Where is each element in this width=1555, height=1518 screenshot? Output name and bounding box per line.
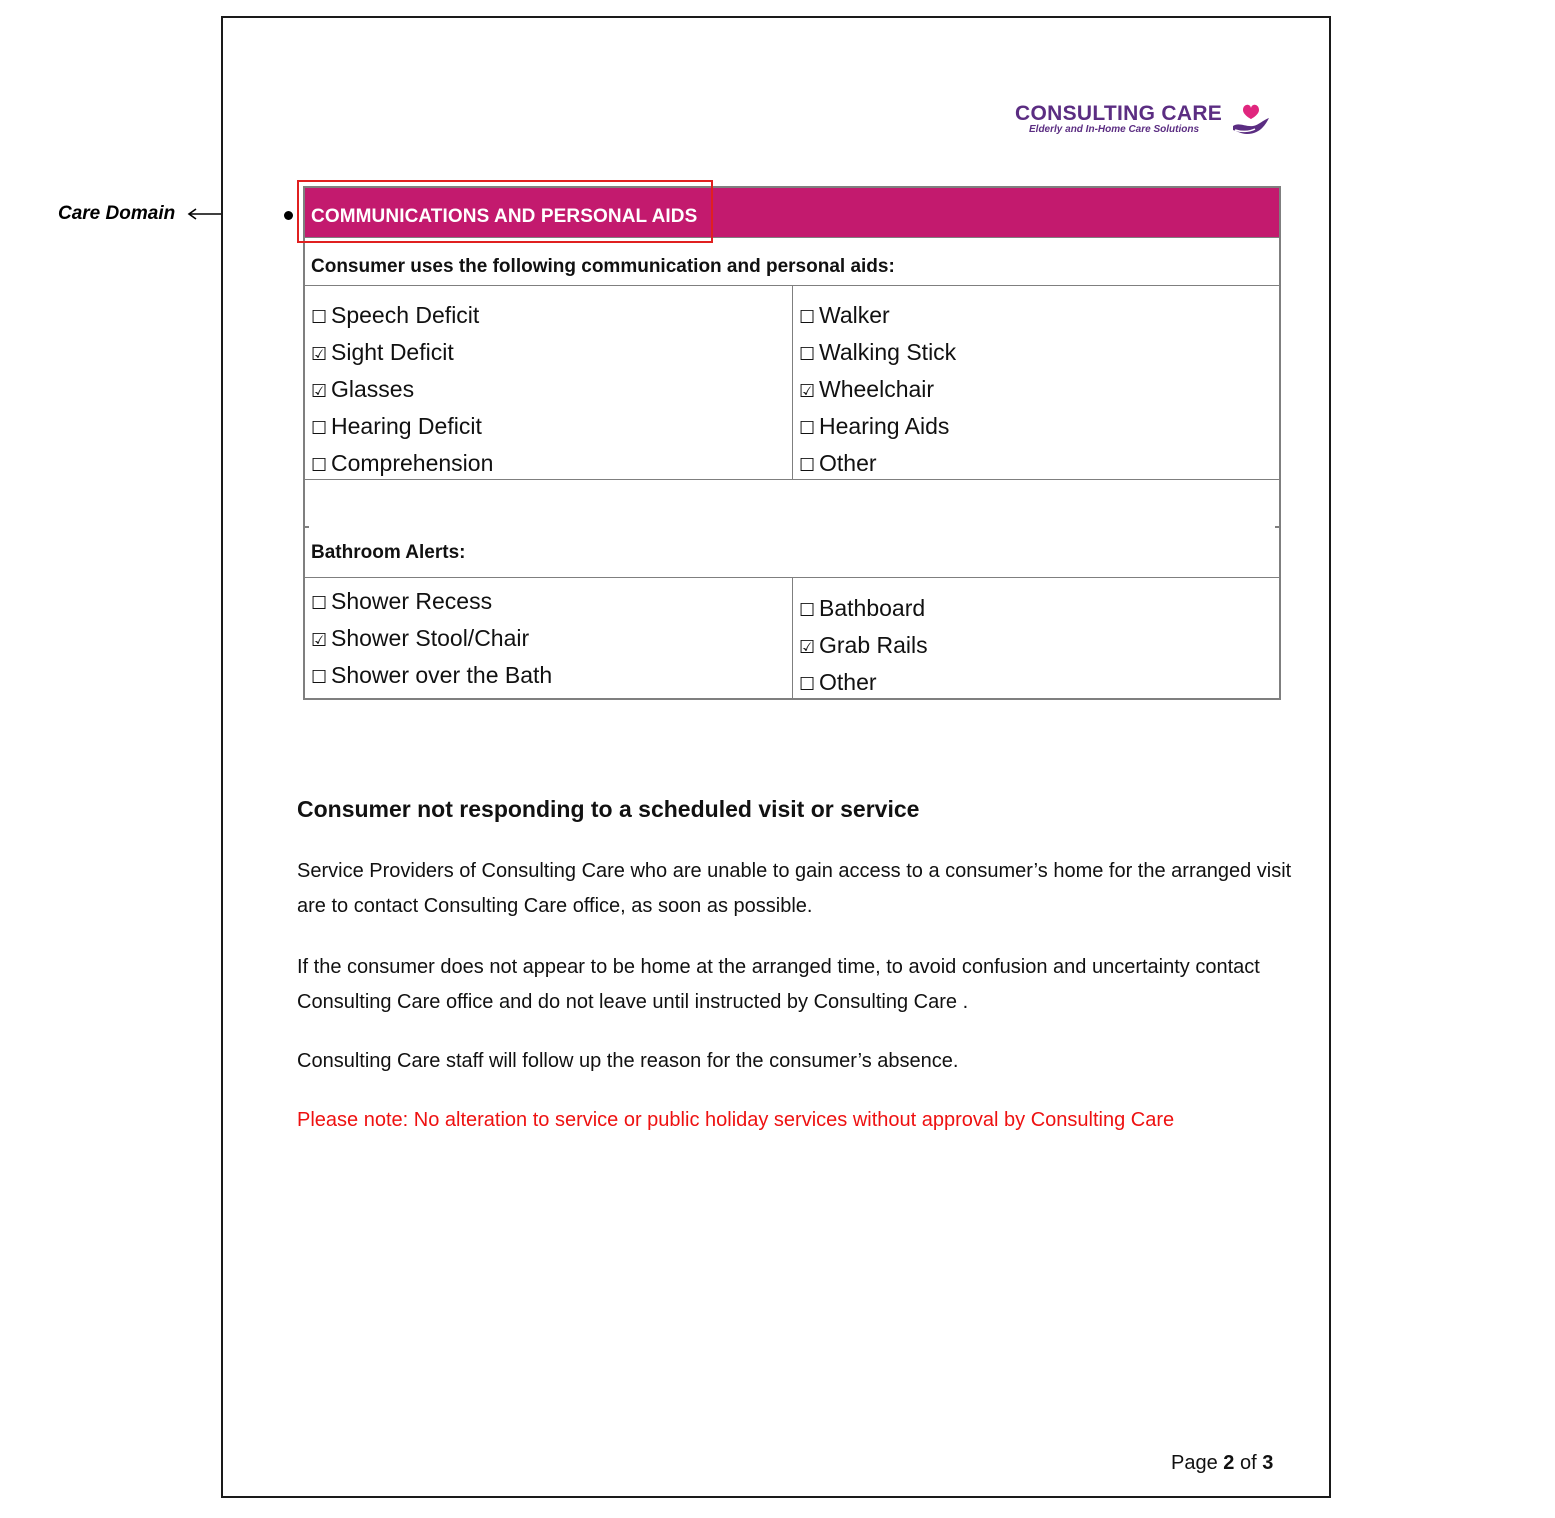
page-total: 3 bbox=[1262, 1452, 1274, 1474]
checkbox-label: Walking Stick bbox=[819, 339, 957, 365]
checkbox-label: Other bbox=[819, 450, 877, 476]
aids-right-column bbox=[792, 286, 1279, 479]
care-domain-highlight bbox=[297, 180, 713, 243]
document-page bbox=[221, 16, 1331, 1498]
company-logo bbox=[1015, 100, 1275, 140]
section-subheader: Consumer uses the following communication and personal aids: bbox=[311, 256, 895, 277]
unchecked-box-icon[interactable]: ☐ bbox=[311, 667, 328, 688]
bath-right-column bbox=[792, 578, 1279, 698]
checkbox-label: Walker bbox=[819, 302, 890, 328]
checkbox-label: Wheelchair bbox=[819, 376, 935, 402]
checkbox-label: Comprehension bbox=[331, 450, 494, 476]
checked-box-icon[interactable]: ☑ bbox=[799, 381, 816, 402]
paragraph-access: Service Providers of Consulting Care who are unable to gain access to a consumer’s home for the arranged visit are to contact Consulting Care office, as soon as possible. bbox=[297, 860, 1292, 917]
checkbox-option[interactable] bbox=[311, 658, 792, 695]
page-prefix: Page bbox=[1171, 1452, 1218, 1474]
section-title: Consumer not responding to a scheduled visit or service bbox=[297, 796, 920, 822]
checkbox-label: Grab Rails bbox=[819, 632, 928, 658]
bath-options-row bbox=[305, 578, 1279, 698]
unchecked-box-icon[interactable]: ☐ bbox=[311, 455, 328, 476]
checkbox-label: Hearing Deficit bbox=[331, 413, 482, 439]
aids-options-row bbox=[305, 286, 1279, 480]
checkbox-option[interactable] bbox=[311, 621, 792, 658]
unchecked-box-icon[interactable]: ☐ bbox=[799, 418, 816, 439]
checkbox-option[interactable] bbox=[311, 298, 792, 335]
checkbox-label: Shower over the Bath bbox=[331, 662, 553, 688]
checkbox-label: Shower Stool/Chair bbox=[331, 625, 530, 651]
logo-subtitle: Elderly and In-Home Care Solutions bbox=[1029, 124, 1200, 135]
bathroom-alerts-label: Bathroom Alerts: bbox=[311, 542, 466, 563]
checkbox-option[interactable] bbox=[799, 298, 1279, 335]
checkbox-label: Shower Recess bbox=[331, 588, 493, 614]
unchecked-box-icon[interactable]: ☐ bbox=[799, 307, 816, 328]
checkbox-option[interactable] bbox=[311, 335, 792, 372]
checkbox-label: Sight Deficit bbox=[331, 339, 454, 365]
checkbox-label: Other bbox=[819, 669, 877, 695]
checkbox-label: Glasses bbox=[331, 376, 415, 402]
checkbox-option[interactable] bbox=[799, 665, 1279, 702]
bath-left-column bbox=[305, 578, 792, 698]
checkbox-option[interactable] bbox=[799, 446, 1279, 483]
checkbox-option[interactable] bbox=[799, 591, 1279, 628]
checked-box-icon[interactable]: ☑ bbox=[311, 630, 328, 651]
page-current: 2 bbox=[1223, 1452, 1235, 1474]
annotation-label: Care Domain bbox=[58, 203, 176, 224]
unchecked-box-icon[interactable]: ☐ bbox=[799, 455, 816, 476]
logo-title: CONSULTING CARE bbox=[1015, 102, 1223, 125]
checkbox-label: Bathboard bbox=[819, 595, 926, 621]
unchecked-box-icon[interactable]: ☐ bbox=[311, 307, 328, 328]
checkbox-option[interactable] bbox=[799, 335, 1279, 372]
checkbox-option[interactable] bbox=[799, 409, 1279, 446]
unchecked-box-icon[interactable]: ☐ bbox=[799, 674, 816, 695]
page-of: of bbox=[1239, 1452, 1257, 1474]
checkbox-option[interactable] bbox=[311, 584, 792, 621]
bathroom-label-row bbox=[305, 480, 1279, 578]
annotation-dot bbox=[284, 211, 293, 220]
aids-table bbox=[303, 186, 1281, 700]
unchecked-box-icon[interactable]: ☐ bbox=[311, 593, 328, 614]
heart-hand-icon bbox=[1229, 100, 1275, 140]
approval-note: Please note: No alteration to service or public holiday services without approval by Consulting Care bbox=[297, 1109, 1175, 1131]
checkbox-option[interactable] bbox=[799, 628, 1279, 665]
aids-left-column bbox=[305, 286, 792, 479]
checkbox-option[interactable] bbox=[311, 409, 792, 446]
page-number bbox=[1171, 1452, 1273, 1475]
checked-box-icon[interactable]: ☑ bbox=[311, 344, 328, 365]
paragraph-not-home: If the consumer does not appear to be home at the arranged time, to avoid confusion and uncertainty contact Consulting Care office and do not leave until instructed by Consulting Care . bbox=[297, 956, 1260, 1013]
checked-box-icon[interactable]: ☑ bbox=[311, 381, 328, 402]
checkbox-option[interactable] bbox=[311, 372, 792, 409]
checkbox-label: Speech Deficit bbox=[331, 302, 480, 328]
checkbox-option[interactable] bbox=[799, 372, 1279, 409]
unchecked-box-icon[interactable]: ☐ bbox=[799, 600, 816, 621]
checkbox-label: Hearing Aids bbox=[819, 413, 950, 439]
checked-box-icon[interactable]: ☑ bbox=[799, 637, 816, 658]
checkbox-option[interactable] bbox=[311, 446, 792, 483]
unchecked-box-icon[interactable]: ☐ bbox=[799, 344, 816, 365]
subheader-row bbox=[305, 238, 1279, 286]
unchecked-box-icon[interactable]: ☐ bbox=[311, 418, 328, 439]
section-header: COMMUNICATIONS AND PERSONAL AIDS bbox=[311, 206, 698, 227]
paragraph-follow-up: Consulting Care staff will follow up the reason for the consumer’s absence. bbox=[297, 1050, 959, 1072]
